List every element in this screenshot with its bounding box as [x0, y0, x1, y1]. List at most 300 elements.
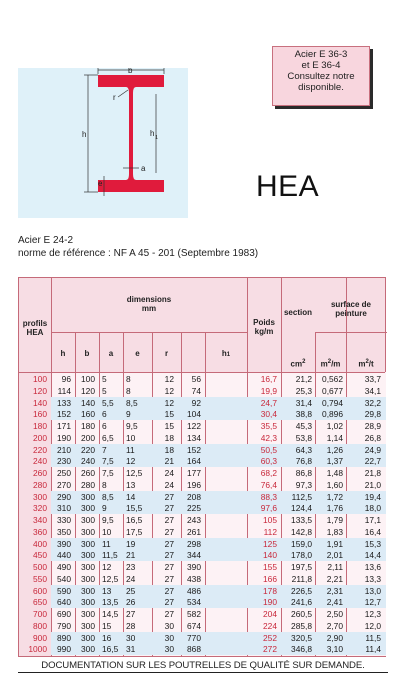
- table-cell: 582: [187, 609, 201, 619]
- table-cell: 390: [57, 538, 71, 549]
- table-cell: 260,5: [291, 609, 312, 619]
- table-cell: 5: [102, 385, 107, 396]
- profile-cell: 800: [33, 620, 47, 631]
- subheader-h: h: [60, 349, 66, 358]
- table-cell: 0,794: [322, 397, 343, 408]
- header-divider: [315, 332, 387, 333]
- table-cell: 13,6: [364, 562, 381, 572]
- table-cell: 2,70: [326, 620, 343, 631]
- table-cell: 12,5: [126, 468, 143, 478]
- subheader-b: b: [84, 349, 90, 358]
- table-cell: 1,79: [326, 515, 343, 525]
- table-cell: 330: [57, 515, 71, 525]
- table-cell: 14: [126, 491, 136, 502]
- table-cell: 50,5: [260, 444, 277, 455]
- table-cell: 68,2: [260, 468, 277, 478]
- table-cell: 490: [57, 562, 71, 572]
- table-cell: 3,10: [326, 644, 343, 655]
- table-cell: 142,8: [291, 526, 312, 537]
- table-cell: 18: [164, 432, 174, 443]
- table-cell: 22,7: [364, 456, 381, 467]
- table-cell: 152: [57, 409, 71, 420]
- profile-cell: 360: [33, 526, 47, 537]
- table-cell: 32,2: [364, 397, 381, 408]
- table-cell: 190: [263, 597, 277, 608]
- table-cell: 300: [81, 573, 95, 584]
- table-cell: 196: [187, 479, 201, 490]
- table-cell: 534: [187, 597, 201, 608]
- table-cell: 15: [164, 421, 174, 431]
- table-cell: 300: [81, 550, 95, 561]
- table-cell: 9,5: [126, 421, 138, 431]
- table-cell: 12,5: [102, 573, 119, 584]
- table-cell: 15: [102, 620, 112, 631]
- table-cell: 171: [57, 421, 71, 431]
- table-cell: 290: [57, 491, 71, 502]
- table-cell: 300: [81, 597, 95, 608]
- table-cell: 200: [81, 432, 95, 443]
- table-cell: 285,8: [291, 620, 312, 631]
- table-cell: 96: [61, 374, 71, 384]
- table-cell: 0,562: [322, 374, 343, 384]
- table-cell: 56: [191, 374, 201, 384]
- table-cell: 180: [81, 421, 95, 431]
- table-cell: 18,0: [364, 503, 381, 514]
- table-cell: 28,9: [364, 421, 381, 431]
- table-cell: 890: [57, 632, 71, 643]
- table-cell: 30: [164, 632, 174, 643]
- label-h1: h: [150, 129, 155, 138]
- label-e: e: [98, 179, 103, 188]
- table-cell: 220: [81, 444, 95, 455]
- table-cell: 86,8: [295, 468, 312, 478]
- header-section: section: [283, 308, 312, 317]
- table-cell: 16: [102, 632, 112, 643]
- table-cell: 346,8: [291, 644, 312, 655]
- table-cell: 19,9: [260, 385, 277, 396]
- table-cell: 261: [187, 526, 201, 537]
- table-cell: 17,5: [126, 526, 143, 537]
- table-cell: 21,0: [364, 479, 381, 490]
- availability-note: [272, 46, 370, 106]
- table-cell: 1,14: [326, 432, 343, 443]
- profile-cell: 100: [33, 374, 47, 384]
- table-cell: 60,3: [260, 456, 277, 467]
- table-cell: 350: [57, 526, 71, 537]
- table-cell: 27: [164, 550, 174, 561]
- table-cell: 38,8: [295, 409, 312, 420]
- profile-cell: 140: [33, 397, 47, 408]
- table-cell: 12,3: [364, 609, 381, 619]
- table-cell: 208: [187, 491, 201, 502]
- table-cell: 164: [187, 456, 201, 467]
- table-cell: 260: [81, 468, 95, 478]
- table-cell: 8: [102, 479, 107, 490]
- table-cell: 155: [263, 562, 277, 572]
- table-cell: 14,5: [102, 609, 119, 619]
- table-cell: 27: [164, 585, 174, 596]
- table-cell: 540: [57, 573, 71, 584]
- table-cell: 112,5: [291, 491, 312, 502]
- table-cell: 27: [164, 597, 174, 608]
- table-cell: 300: [81, 585, 95, 596]
- table-cell: 24: [126, 573, 136, 584]
- footer-note: DOCUMENTATION SUR LES POUTRELLES DE QUALITÉ SUR DEMANDE.: [41, 660, 365, 671]
- table-cell: 12: [126, 456, 136, 467]
- table-cell: 12,7: [364, 597, 381, 608]
- table-cell: 120: [81, 385, 95, 396]
- table-cell: 2,50: [326, 609, 343, 619]
- table-cell: 190: [57, 432, 71, 443]
- table-cell: 23: [126, 562, 136, 572]
- table-cell: 35,5: [260, 421, 277, 431]
- profile-cell: 700: [33, 609, 47, 619]
- table-cell: 7: [102, 444, 107, 455]
- table-cell: 15,5: [126, 503, 143, 514]
- subheader-e: e: [135, 349, 140, 358]
- table-cell: 6: [102, 409, 107, 420]
- table-cell: 18: [164, 444, 174, 455]
- table-cell: 92: [191, 397, 201, 408]
- table-cell: 166: [263, 573, 277, 584]
- table-cell: 11: [126, 444, 135, 455]
- table-cell: 270: [57, 479, 71, 490]
- profile-cell: 260: [33, 468, 47, 478]
- table-cell: 252: [263, 632, 277, 643]
- profile-cell: 400: [33, 538, 47, 549]
- table-cell: 105: [263, 515, 277, 525]
- table-cell: 5,5: [102, 397, 114, 408]
- table-cell: 13: [102, 585, 112, 596]
- profile-cell: 160: [33, 409, 47, 420]
- table-cell: 160: [81, 409, 95, 420]
- table-cell: 104: [187, 409, 201, 420]
- table-cell: 15,3: [364, 538, 381, 549]
- table-cell: 16,4: [364, 526, 381, 537]
- profile-cell: 900: [33, 632, 47, 643]
- table-cell: 320,5: [291, 632, 312, 643]
- table-cell: 31: [126, 644, 136, 655]
- table-cell: 97,6: [260, 503, 277, 514]
- table-cell: 12: [164, 385, 174, 396]
- table-cell: 16,5: [102, 644, 119, 655]
- table-cell: 8,5: [126, 397, 138, 408]
- page-title: HEA: [256, 170, 320, 203]
- profile-cell: 600: [33, 585, 47, 596]
- table-cell: 2,90: [326, 632, 343, 643]
- table-cell: 204: [263, 609, 277, 619]
- table-cell: 27: [164, 573, 174, 584]
- subheader-paint-per-t: $m^2/t$: [358, 359, 374, 369]
- label-r: r: [113, 93, 116, 102]
- subheader-a: a: [108, 349, 114, 358]
- table-cell: 298: [187, 538, 201, 549]
- subheader-section-unit: $cm^2$: [290, 359, 306, 369]
- table-cell: 12: [102, 562, 112, 572]
- profile-cell: 550: [33, 573, 47, 584]
- table-cell: 9,5: [102, 515, 114, 525]
- table-cell: 300: [81, 562, 95, 572]
- table-cell: 133,5: [291, 515, 312, 525]
- table-cell: 74: [191, 385, 201, 396]
- note-line: Acier E 36-3: [294, 49, 348, 60]
- table-cell: 28: [126, 620, 136, 631]
- table-cell: 13,5: [102, 597, 119, 608]
- table-cell: 16,5: [126, 515, 143, 525]
- table-cell: 1,02: [326, 421, 343, 431]
- table-cell: 27: [164, 503, 174, 514]
- table-cell: 21: [164, 456, 174, 467]
- table-cell: 14,4: [364, 550, 381, 561]
- table-cell: 1,91: [326, 538, 343, 549]
- profile-cell: 120: [33, 385, 47, 396]
- table-cell: 9: [102, 503, 107, 514]
- table-cell: 230: [57, 456, 71, 467]
- table-cell: 344: [187, 550, 201, 561]
- profile-cell: 200: [33, 432, 47, 443]
- table-cell: 390: [187, 562, 201, 572]
- table-cell: 990: [57, 644, 71, 655]
- table-cell: 300: [81, 609, 95, 619]
- table-cell: 790: [57, 620, 71, 631]
- table-cell: 27: [164, 515, 174, 525]
- table-cell: 27: [164, 491, 174, 502]
- table-cell: 197,5: [291, 562, 312, 572]
- footer-rule: [18, 672, 388, 673]
- table-cell: 122: [187, 421, 201, 431]
- table-cell: 27: [164, 538, 174, 549]
- table-cell: 24: [164, 468, 174, 478]
- table-cell: 11: [102, 538, 111, 549]
- profile-cell: 320: [33, 503, 47, 514]
- table-cell: 640: [57, 597, 71, 608]
- table-cell: 76,8: [295, 456, 312, 467]
- profile-cell: 180: [33, 421, 47, 431]
- table-cell: 300: [81, 620, 95, 631]
- table-cell: 26: [126, 597, 136, 608]
- reference-standard: norme de référence : NF A 45 - 201 (Septembre 1983): [18, 248, 259, 259]
- table-cell: 240: [81, 456, 95, 467]
- label-a: a: [141, 164, 146, 173]
- table-cell: 159,0: [291, 538, 312, 549]
- table-cell: 24: [164, 479, 174, 490]
- table-cell: 7,5: [102, 456, 114, 467]
- table-cell: 0,896: [322, 409, 343, 420]
- table-cell: 310: [57, 503, 71, 514]
- hea-profile-drawing: [18, 68, 188, 218]
- table-cell: 21,8: [364, 468, 381, 478]
- table-cell: 2,11: [327, 562, 343, 572]
- table-cell: 13: [126, 479, 136, 490]
- table-cell: 53,8: [295, 432, 312, 443]
- table-cell: 1,26: [326, 444, 343, 455]
- table-cell: 300: [81, 538, 95, 549]
- table-cell: 211,8: [291, 573, 312, 584]
- table-cell: 440: [57, 550, 71, 561]
- table-cell: 300: [81, 644, 95, 655]
- header-bottom-line: [19, 372, 385, 373]
- profile-cell: 340: [33, 515, 47, 525]
- table-cell: 178,0: [291, 550, 312, 561]
- table-cell: 300: [81, 526, 95, 537]
- table-cell: 2,21: [326, 573, 343, 584]
- table-cell: 210: [57, 444, 71, 455]
- subheader-paint-per-m: $m^2/m$: [320, 359, 341, 369]
- table-cell: 8: [126, 374, 131, 384]
- table-cell: 177: [187, 468, 201, 478]
- table-cell: 21: [126, 550, 136, 561]
- table-cell: 1,37: [326, 456, 343, 467]
- table-cell: 868: [187, 644, 201, 655]
- header-profiles: profils HEA: [22, 319, 48, 337]
- table-cell: 1,48: [326, 468, 343, 478]
- profile-diagram: [18, 68, 188, 218]
- table-cell: 1,76: [326, 503, 343, 514]
- table-cell: 34,1: [364, 385, 381, 396]
- table-cell: 124,4: [291, 503, 312, 514]
- table-cell: 140: [81, 397, 95, 408]
- table-cell: 11,5: [365, 632, 381, 643]
- table-cell: 9: [126, 409, 131, 420]
- profile-cell: 240: [33, 456, 47, 467]
- label-h1-sub: 1: [155, 135, 159, 141]
- note-line: et E 36-4: [301, 60, 341, 71]
- table-cell: 140: [263, 550, 277, 561]
- table-cell: 1,83: [326, 526, 343, 537]
- profile-cell: 220: [33, 444, 47, 455]
- label-b: b: [128, 68, 133, 75]
- table-cell: 30: [126, 632, 136, 643]
- table-cell: 5: [102, 374, 107, 384]
- table-cell: 30: [164, 644, 174, 655]
- table-cell: 690: [57, 609, 71, 619]
- table-cell: 224: [263, 620, 277, 631]
- subheader-h1: h1: [221, 349, 231, 358]
- table-cell: 27: [164, 526, 174, 537]
- table-cell: 133: [57, 397, 71, 408]
- table-cell: 6: [102, 421, 107, 431]
- table-cell: 64,3: [295, 444, 312, 455]
- profile-cell: 280: [33, 479, 47, 490]
- table-cell: 590: [57, 585, 71, 596]
- table-cell: 2,01: [326, 550, 343, 561]
- header-divider: [51, 332, 247, 333]
- table-cell: 2,41: [326, 597, 343, 608]
- header-paint-surface: surface de peinture: [330, 300, 372, 318]
- table-cell: 88,3: [260, 491, 277, 502]
- table-cell: 674: [187, 620, 201, 631]
- profile-cell: 450: [33, 550, 47, 561]
- table-cell: 33,7: [364, 374, 381, 384]
- table-cell: 16,7: [260, 374, 277, 384]
- table-cell: 486: [187, 585, 201, 596]
- table-cell: 24,9: [364, 444, 381, 455]
- table-cell: 0,677: [322, 385, 343, 396]
- table-cell: 250: [57, 468, 71, 478]
- table-cell: 31,4: [295, 397, 312, 408]
- table-cell: 8: [126, 385, 131, 396]
- table-cell: 12,0: [364, 620, 381, 631]
- table-cell: 241,6: [291, 597, 312, 608]
- table-cell: 11,4: [365, 644, 381, 655]
- table-cell: 12: [164, 397, 174, 408]
- table-cell: 300: [81, 632, 95, 643]
- table-cell: 27: [126, 609, 136, 619]
- table-cell: 280: [81, 479, 95, 490]
- table-cell: 300: [81, 515, 95, 525]
- table-cell: 134: [187, 432, 201, 443]
- table-cell: 25: [126, 585, 136, 596]
- profile-cell: 1000: [28, 644, 47, 655]
- table-cell: 1,72: [326, 491, 343, 502]
- table-cell: 6,5: [102, 432, 114, 443]
- table-cell: 272: [263, 644, 277, 655]
- table-cell: 97,3: [295, 479, 312, 490]
- table-cell: 11,5: [102, 550, 118, 561]
- table-cell: 225: [187, 503, 201, 514]
- table-cell: 114: [57, 385, 71, 396]
- table-cell: 10: [102, 526, 112, 537]
- steel-grade: Acier E 24-2: [18, 235, 74, 246]
- table-cell: 10: [126, 432, 136, 443]
- header-weight: Poids kg/m: [253, 318, 275, 336]
- table-cell: 438: [187, 573, 201, 584]
- table-cell: 42,3: [260, 432, 277, 443]
- subheader-r: r: [164, 349, 169, 358]
- table-cell: 45,3: [295, 421, 312, 431]
- table-cell: 19,4: [364, 491, 381, 502]
- table-cell: 19: [126, 538, 136, 549]
- note-line: disponible.: [298, 82, 344, 93]
- table-cell: 243: [187, 515, 201, 525]
- table-cell: 125: [263, 538, 277, 549]
- table-cell: 30,4: [260, 409, 277, 420]
- table-cell: 178: [263, 585, 277, 596]
- table-cell: 100: [81, 374, 95, 384]
- table-cell: 226,5: [291, 585, 312, 596]
- table-cell: 25,3: [295, 385, 312, 396]
- table-cell: 27: [164, 609, 174, 619]
- table-cell: 21,2: [295, 374, 312, 384]
- table-cell: 7,5: [102, 468, 114, 478]
- profile-cell: 650: [33, 597, 47, 608]
- label-h: h: [82, 130, 87, 139]
- table-cell: 300: [81, 503, 95, 514]
- table-cell: 1,60: [326, 479, 343, 490]
- hea-dimensions-table: [18, 277, 386, 657]
- table-cell: 13,0: [364, 585, 381, 596]
- profile-cell: 500: [33, 562, 47, 572]
- table-cell: 27: [164, 562, 174, 572]
- table-cell: 8,5: [102, 491, 114, 502]
- table-cell: 15: [164, 409, 174, 420]
- note-line: Consultez notre: [287, 71, 355, 82]
- header-dimensions: dimensions mm: [126, 295, 172, 313]
- profile-cell: 300: [33, 491, 47, 502]
- table-cell: 2,31: [326, 585, 343, 596]
- table-cell: 300: [81, 491, 95, 502]
- table-cell: 29,8: [364, 409, 381, 420]
- table-cell: 24,7: [260, 397, 277, 408]
- table-cell: 152: [187, 444, 201, 455]
- table-cell: 17,1: [364, 515, 381, 525]
- table-cell: 26,8: [364, 432, 381, 443]
- table-cell: 30: [164, 620, 174, 631]
- table-cell: 770: [187, 632, 201, 643]
- table-cell: 76,4: [260, 479, 277, 490]
- table-cell: 112: [263, 526, 277, 537]
- table-cell: 13,3: [364, 573, 381, 584]
